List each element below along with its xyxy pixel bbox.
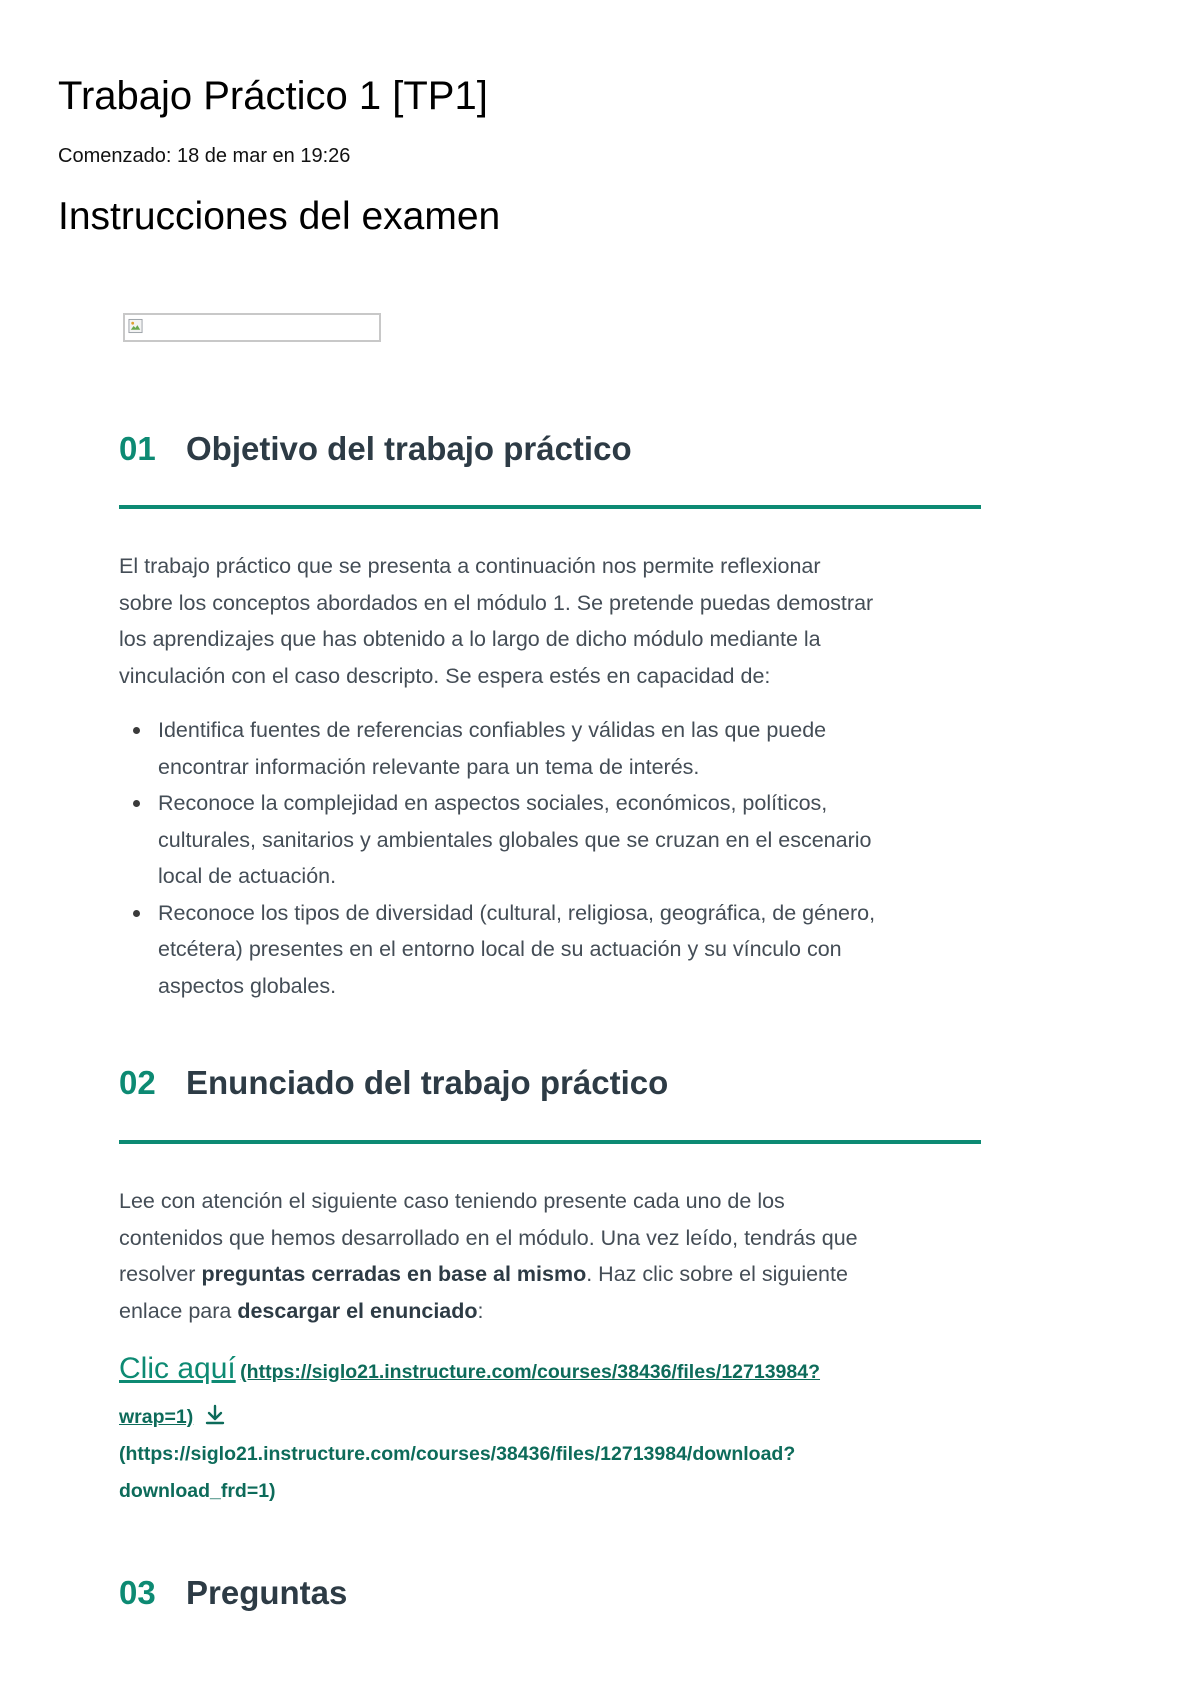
paragraph-line: contenidos que hemos desarrollado en el módulo. Una vez leído, tendrás que [119,1225,858,1250]
section-enunciado [119,1064,981,1114]
section-title: Enunciado del trabajo práctico [186,1064,669,1101]
list-item-line: Identifica fuentes de referencias confiables y válidas en las que puede [158,718,827,742]
section-header [119,430,981,480]
list-item-line: etcétera) presentes en el entorno local de su actuación y su vínculo con [158,937,842,961]
instructions-heading: Instrucciones del examen [58,195,501,238]
list-item-line: culturales, sanitarios y ambientales globales que se cruzan en el escenario [158,827,872,852]
list-item [119,895,989,1005]
section-title: Objetivo del trabajo práctico [186,430,632,467]
section-header [119,1574,981,1624]
section-title: Preguntas [186,1574,348,1611]
section-number: 02 [119,1064,156,1101]
list-item [119,785,989,895]
section-number: 01 [119,430,156,467]
bullet-icon [133,800,140,807]
bullet-icon [133,910,140,917]
list-item-line: local de actuación. [158,864,337,888]
paragraph-line: El trabajo práctico que se presenta a continuación nos permite reflexionar [119,554,821,578]
section-divider [119,1140,981,1144]
download-url-text[interactable]: (https://siglo21.instructure.com/courses/38436/files/12713984/download? [119,1443,796,1465]
paragraph-line: vinculación con el caso descripto. Se espera estés en capacidad de: [119,663,771,688]
download-url-text-cont[interactable]: download_frd=1) [119,1480,276,1502]
list-item-line: Reconoce los tipos de diversidad (cultural, religiosa, geográfica, de género, [158,900,876,925]
list-item-line: encontrar información relevante para un tema de interés. [158,754,700,779]
paragraph-line: Lee con atención el siguiente caso teniendo presente cada uno de los [119,1189,785,1213]
paragraph-line [119,1293,989,1330]
section-objetivo [119,430,981,480]
file-url-link[interactable]: (https://siglo21.instructure.com/courses/38436/files/12713984? [240,1361,821,1383]
banner-image [123,313,381,342]
started-timestamp: Comenzado: 18 de mar en 19:26 [58,145,351,167]
section-number: 03 [119,1574,156,1611]
objective-list [119,712,989,1004]
enunciado-paragraph [119,1183,989,1329]
text-span: : [477,1298,484,1323]
clic-aqui-link[interactable]: Clic aquí [119,1352,236,1385]
bold-text: preguntas cerradas en base al mismo [201,1262,587,1286]
list-item [119,712,989,785]
section-divider [119,505,981,509]
section-header [119,1064,981,1114]
list-item-line: aspectos globales. [158,973,337,998]
text-span: . Haz clic sobre el siguiente [586,1262,848,1286]
file-url-link-cont[interactable]: wrap=1) [119,1406,194,1428]
bullet-icon [133,727,140,734]
text-span: enlace para [119,1298,238,1323]
download-icon[interactable] [204,1404,226,1426]
objective-paragraph [119,548,989,694]
paragraph-line: sobre los conceptos abordados en el módulo 1. Se pretende puedas demostrar [119,590,874,615]
page-title: Trabajo Práctico 1 [TP1] [58,74,488,118]
paragraph-line [119,1256,989,1293]
bold-text: descargar el enunciado [237,1298,478,1323]
paragraph-line: los aprendizajes que has obtenido a lo largo de dicho módulo mediante la [119,627,821,651]
broken-image-icon [128,318,143,334]
text-span: resolver [119,1262,202,1286]
list-item-line: Reconoce la complejidad en aspectos sociales, económicos, políticos, [158,791,828,815]
section-preguntas [119,1574,981,1624]
